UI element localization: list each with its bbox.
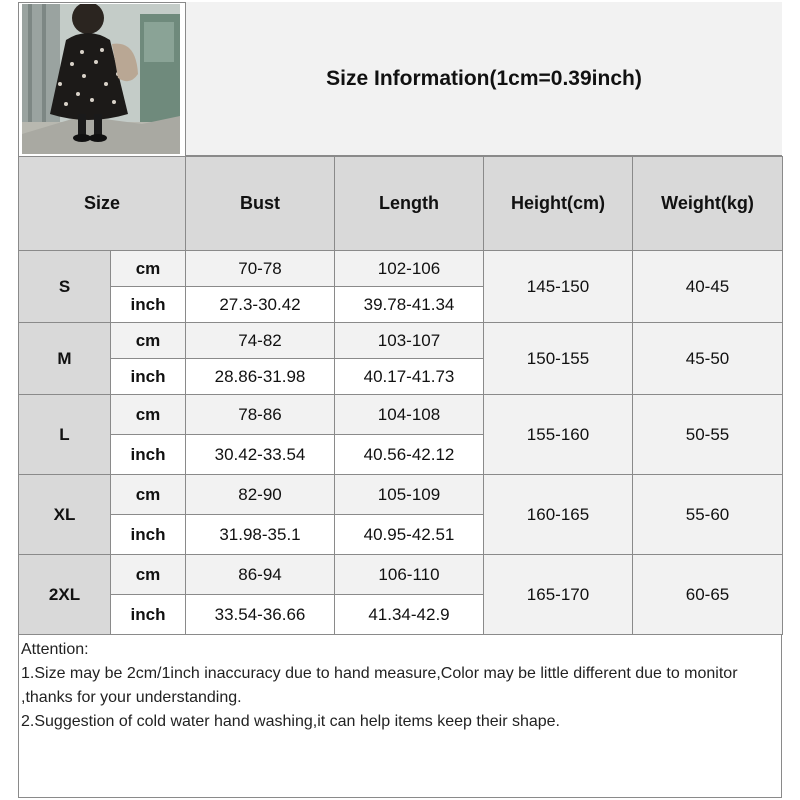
height-value: 150-155 (484, 323, 633, 395)
product-photo-illustration (22, 4, 180, 154)
length-cm: 104-108 (335, 395, 484, 435)
table-row (19, 555, 783, 595)
page-title: Size Information(1cm=0.39inch) (326, 66, 642, 90)
unit-cm: cm (111, 251, 186, 287)
weight-value: 40-45 (633, 251, 783, 323)
table-row (19, 323, 783, 359)
length-cm: 103-107 (335, 323, 484, 359)
header-weight: Weight(kg) (633, 157, 783, 251)
length-cm: 105-109 (335, 475, 484, 515)
attention-notes (19, 638, 779, 734)
height-value: 145-150 (484, 251, 633, 323)
length-inch: 41.34-42.9 (335, 595, 484, 635)
bust-cm: 70-78 (186, 251, 335, 287)
header-length: Length (335, 157, 484, 251)
bust-cm: 78-86 (186, 395, 335, 435)
unit-inch: inch (111, 359, 186, 395)
notes-line-1: 1.Size may be 2cm/1inch inaccuracy due to hand measure,Color may be little different due to monitor ,thanks for your understanding. (21, 665, 738, 706)
unit-inch: inch (111, 515, 186, 555)
size-label: S (19, 251, 111, 323)
bust-inch: 27.3-30.42 (186, 287, 335, 323)
header-size: Size (19, 157, 186, 251)
length-inch: 39.78-41.34 (335, 287, 484, 323)
size-label: XL (19, 475, 111, 555)
bust-inch: 28.86-31.98 (186, 359, 335, 395)
bust-inch: 33.54-36.66 (186, 595, 335, 635)
weight-value: 60-65 (633, 555, 783, 635)
weight-value: 55-60 (633, 475, 783, 555)
height-value: 160-165 (484, 475, 633, 555)
table-header-row (19, 157, 783, 251)
title-panel (185, 2, 782, 156)
product-photo (22, 4, 180, 154)
length-cm: 102-106 (335, 251, 484, 287)
notes-heading: Attention: (21, 641, 89, 658)
length-cm: 106-110 (335, 555, 484, 595)
bust-cm: 86-94 (186, 555, 335, 595)
length-inch: 40.56-42.12 (335, 435, 484, 475)
unit-inch: inch (111, 287, 186, 323)
size-label: 2XL (19, 555, 111, 635)
table-row (19, 251, 783, 287)
bust-inch: 31.98-35.1 (186, 515, 335, 555)
size-table (18, 156, 783, 635)
header-bust: Bust (186, 157, 335, 251)
header-height: Height(cm) (484, 157, 633, 251)
unit-cm: cm (111, 555, 186, 595)
weight-value: 50-55 (633, 395, 783, 475)
unit-inch: inch (111, 595, 186, 635)
notes-line-2: 2.Suggestion of cold water hand washing,it can help items keep their shape. (21, 713, 560, 730)
bust-cm: 74-82 (186, 323, 335, 359)
unit-cm: cm (111, 395, 186, 435)
table-row (19, 475, 783, 515)
unit-cm: cm (111, 323, 186, 359)
table-row (19, 395, 783, 435)
length-inch: 40.95-42.51 (335, 515, 484, 555)
bust-cm: 82-90 (186, 475, 335, 515)
size-label: M (19, 323, 111, 395)
size-label: L (19, 395, 111, 475)
unit-cm: cm (111, 475, 186, 515)
height-value: 165-170 (484, 555, 633, 635)
weight-value: 45-50 (633, 323, 783, 395)
length-inch: 40.17-41.73 (335, 359, 484, 395)
unit-inch: inch (111, 435, 186, 475)
bust-inch: 30.42-33.54 (186, 435, 335, 475)
height-value: 155-160 (484, 395, 633, 475)
